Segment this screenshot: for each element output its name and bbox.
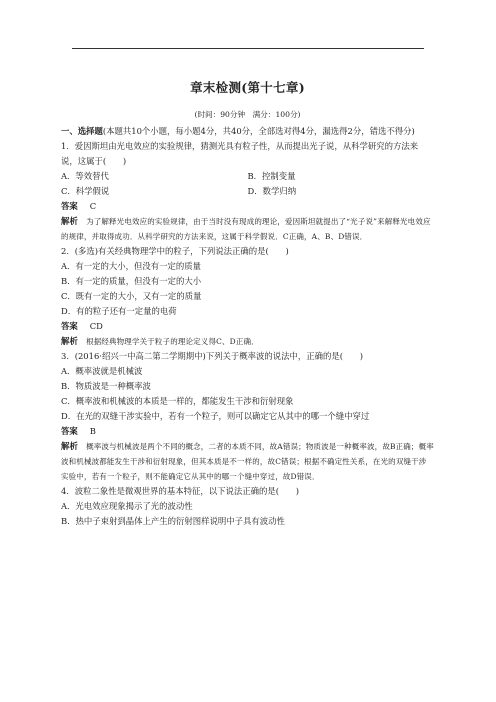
q1-option-d: D．数学归纳 — [247, 186, 297, 196]
q2-expl-text: 根据经典物理学关于粒子的理论定义得C、D正确． — [86, 337, 259, 346]
page-title: 章末检测(第十七章) — [190, 80, 305, 95]
section-heading-label: 一、选择题 — [61, 126, 103, 136]
section-heading-text: (本题共10个小题，每小题4分，共40分，全部选对得4分，漏选得2分，错选不得分) — [102, 126, 415, 136]
q3-answer-label: 答案 — [61, 426, 78, 436]
q3-answer-value: B — [89, 426, 96, 436]
q3-answer — [61, 424, 434, 439]
section-heading — [61, 124, 434, 139]
q3-option-a: A．概率波就是机械波 — [61, 366, 143, 376]
q2-answer-value: CD — [89, 321, 103, 331]
q1-options-row2 — [61, 184, 434, 199]
q1-expl-label: 解析 — [61, 216, 79, 226]
q3-expl-text: 概率波与机械波是两个不同的概念，二者的本质不同，故A错误；物质波是一种概率波，故B正确；概率波和机械波都能发生干涉和衍射现象，但其本质是不一样的，故C错误；根据不确定性关系，在光的双缝干涉实验中，若有一个粒子，则不能确定它从其中的哪一个缝中穿过，故D错误． — [61, 442, 434, 481]
q1-explanation — [61, 214, 434, 244]
q1-answer-value: C — [89, 201, 97, 211]
q2-option-d: D．有的粒子还有一定量的电荷 — [61, 306, 177, 316]
q3-explanation — [61, 439, 434, 484]
q1-answer-label: 答案 — [61, 201, 78, 211]
q2-option-b: B．有一定的质量，但没有一定的大小 — [61, 276, 202, 286]
q4-option-a: A．光电效应现象揭示了光的波动性 — [61, 501, 193, 511]
q1-option-c: C．科学假说 — [61, 186, 110, 196]
q2-answer-label: 答案 — [61, 321, 78, 331]
q1-option-b: B．控制变量 — [247, 171, 296, 181]
q4-stem: 4．波粒二象性是微观世界的基本特征，以下说法正确的是( ) — [61, 486, 299, 496]
q1-options-row1 — [61, 169, 434, 184]
q3-expl-label: 解析 — [61, 441, 79, 451]
q3-option-c: C．概率波和机械波的本质是一样的，都能发生干涉和衍射现象 — [61, 396, 294, 406]
q4-option-b: B．热中子束射到晶体上产生的衍射图样说明中子具有波动性 — [61, 516, 285, 526]
q3-option-b: B．物质波是一种概率波 — [61, 381, 151, 391]
q2-stem: 2．(多选)有关经典物理学中的粒子，下列说法正确的是( ) — [61, 246, 289, 256]
q3-stem: 3．(2016·绍兴一中高二第二学期期中)下列关于概率波的说法中，正确的是( ) — [61, 351, 363, 361]
q2-answer — [61, 319, 434, 334]
q1-option-a: A．等效替代 — [61, 171, 109, 181]
q2-option-a: A．有一定的大小，但没有一定的质量 — [61, 261, 202, 271]
q1-expl-text: 为了解释光电效应的实验规律，由于当时没有现成的理论，爱因斯坦就提出了“光子说”来解释光电效应的规律，并取得成功．从科学研究的方法来说，这属于科学假说．C正确，A、B、D错误． — [61, 217, 431, 241]
time-info: (时间：90分钟 满分：100分) — [194, 110, 301, 119]
q3-option-d: D．在光的双缝干涉实验中，若有一个粒子，则可以确定它从其中的哪一个缝中穿过 — [61, 411, 370, 421]
header-rule — [72, 48, 424, 49]
q2-expl-label: 解析 — [61, 336, 79, 346]
q1-answer — [61, 199, 434, 214]
document-body — [61, 70, 434, 529]
q2-option-c: C．既有一定的大小，又有一定的质量 — [61, 291, 202, 301]
q2-explanation — [61, 334, 434, 349]
q1-stem: 1．爱因斯坦由光电效应的实验规律，猜测光具有粒子性，从而提出光子说，从科学研究的方法来说，这属于( ) — [61, 141, 419, 166]
